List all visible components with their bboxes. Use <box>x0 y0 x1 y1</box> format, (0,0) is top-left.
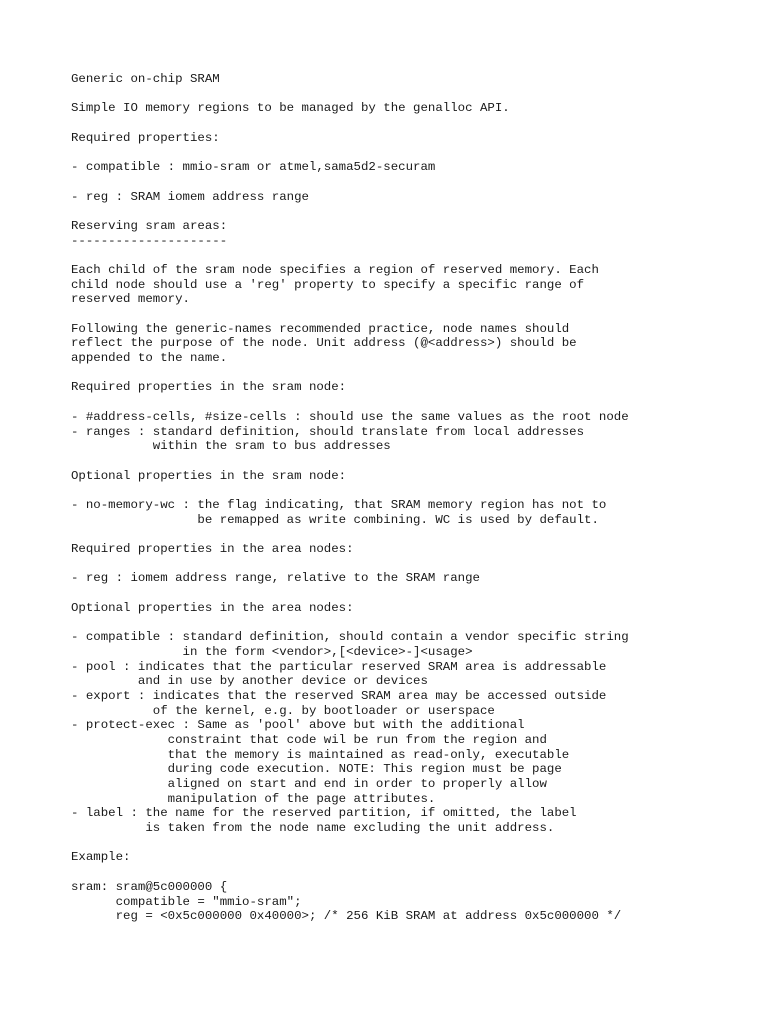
document-line: - compatible : standard definition, should contain a vendor specific string <box>71 630 629 645</box>
document-line: --------------------- <box>71 233 228 248</box>
document-line <box>71 366 761 381</box>
document-line: of the kernel, e.g. by bootloader or userspace <box>71 703 495 718</box>
document-line: be remapped as write combining. WC is used by default. <box>71 512 599 527</box>
document-line: sram: sram@5c000000 { <box>71 879 228 894</box>
document-line: appended to the name. <box>71 351 228 366</box>
document-line: Generic on-chip SRAM <box>71 72 220 86</box>
document-line <box>71 87 761 102</box>
document-line: that the memory is maintained as read-only, executable <box>71 747 570 762</box>
document-line: - protect-exec : Same as 'pool' above but with the additional <box>71 718 525 733</box>
document-line <box>71 557 761 572</box>
document-line <box>71 454 761 469</box>
document-line: - reg : iomem address range, relative to the SRAM range <box>71 571 480 586</box>
document-line: - label : the name for the reserved partition, if omitted, the label <box>71 806 577 821</box>
document-line <box>71 483 761 498</box>
document-line: - pool : indicates that the particular reserved SRAM area is addressable <box>71 659 607 674</box>
document-line: - reg : SRAM iomem address range <box>71 189 309 204</box>
document-line <box>71 116 761 131</box>
document-line <box>71 204 761 219</box>
document-line <box>71 395 761 410</box>
document-line: reserved memory. <box>71 292 190 307</box>
document-line: Each child of the sram node specifies a region of reserved memory. Each <box>71 262 599 277</box>
document-line: in the form <vendor>,[<device>-]<usage> <box>71 644 473 659</box>
document-line: Required properties in the area nodes: <box>71 542 354 556</box>
document-line <box>71 527 761 542</box>
document-line <box>71 586 761 601</box>
document-line: constraint that code wil be run from the region and <box>71 732 547 747</box>
document-line: - compatible : mmio-sram or atmel,sama5d2-securam <box>71 160 436 175</box>
document-line: - ranges : standard definition, should translate from local addresses <box>71 424 585 439</box>
document-line: aligned on start and end in order to properly allow <box>71 777 547 791</box>
document-line: manipulation of the page attributes. <box>71 791 436 806</box>
document-line: reg = <0x5c000000 0x40000>; /* 256 KiB SRAM at address 0x5c000000 */ <box>71 909 622 924</box>
document-line: during code execution. NOTE: This region must be page <box>71 762 562 777</box>
document-line: - #address-cells, #size-cells : should use the same values as the root node <box>71 409 629 424</box>
document-line: reflect the purpose of the node. Unit address (@<address>) should be <box>71 336 577 351</box>
document-line: - export : indicates that the reserved SRAM area may be accessed outside <box>71 688 607 703</box>
document-line: Required properties in the sram node: <box>71 380 347 395</box>
document-line: - no-memory-wc : the flag indicating, that SRAM memory region has not to <box>71 497 607 512</box>
document-line: Simple IO memory regions to be managed by the genalloc API. <box>71 101 510 116</box>
document-line <box>71 836 761 851</box>
document-line: Reserving sram areas: <box>71 218 228 233</box>
document-line: Required properties: <box>71 130 220 145</box>
document-line: child node should use a 'reg' property to specify a specific range of <box>71 277 585 292</box>
document-line <box>71 865 761 880</box>
document-line: within the sram to bus addresses <box>71 439 391 454</box>
document-line: Optional properties in the sram node: <box>71 468 347 483</box>
document-line: Following the generic-names recommended practice, node names should <box>71 321 570 336</box>
document-line: is taken from the node name excluding the unit address. <box>71 821 555 836</box>
document-line <box>71 175 761 190</box>
document-line <box>71 145 761 160</box>
document-line <box>71 615 761 630</box>
document-line: Optional properties in the area nodes: <box>71 600 354 615</box>
document-line: Example: <box>71 850 131 865</box>
document-line <box>71 307 761 322</box>
document-line: and in use by another device or devices <box>71 674 428 689</box>
document-page <box>71 72 761 924</box>
document-line <box>71 248 761 263</box>
document-line: compatible = "mmio-sram"; <box>71 894 302 909</box>
